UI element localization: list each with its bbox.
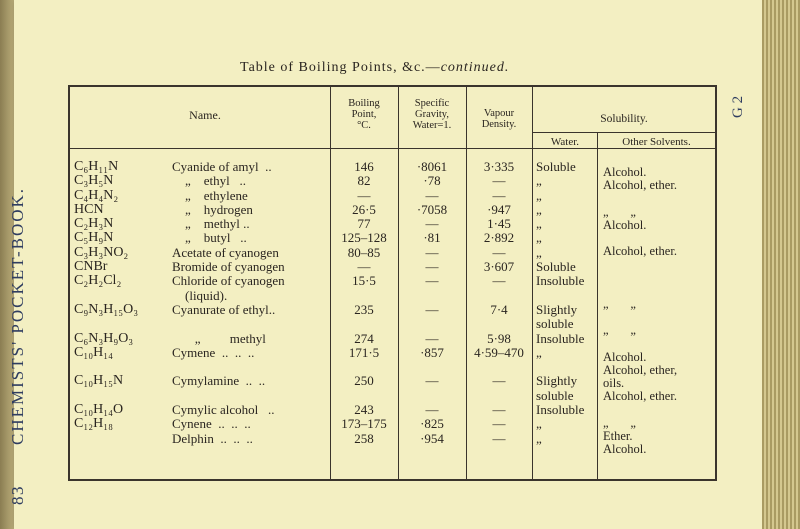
table-cell bbox=[74, 289, 138, 303]
table-cell: „ ethyl .. bbox=[172, 173, 247, 189]
rule-sg-vd bbox=[466, 85, 467, 479]
table-cell: — bbox=[425, 402, 439, 418]
rule-vd-sol bbox=[532, 85, 533, 479]
table-cell: ·81 bbox=[423, 230, 441, 246]
table-cell: C₉N₃H₁₅O₃ bbox=[74, 301, 139, 317]
table-cell: — bbox=[492, 173, 506, 189]
table-cell bbox=[332, 289, 396, 303]
table-cell: 146 bbox=[354, 159, 374, 174]
table-cell: — bbox=[492, 244, 506, 260]
formula-column bbox=[74, 160, 138, 446]
table-cell: C₃H₃NO₂ bbox=[74, 244, 129, 260]
boiling-point-column bbox=[332, 160, 396, 446]
table-title-main: Table of Boiling Points, &c.— bbox=[240, 60, 441, 75]
header-sg-line2: Gravity, bbox=[414, 109, 450, 120]
table-cell: HCN bbox=[74, 201, 104, 217]
header-boiling-point bbox=[332, 98, 396, 131]
table-cell: Cymylic alcohol .. bbox=[172, 402, 275, 418]
table-cell: — bbox=[425, 259, 439, 275]
table-cell: „ bbox=[536, 230, 542, 246]
table-cell: Cyanide of amyl .. bbox=[172, 159, 272, 174]
table-cell: — bbox=[492, 402, 506, 418]
table-cell: Ether. bbox=[603, 428, 633, 443]
table-cell: Soluble bbox=[536, 259, 576, 275]
table-cell: — bbox=[425, 216, 439, 232]
header-vd-line2: Density. bbox=[481, 119, 517, 130]
table-cell: Bromide of cyanogen bbox=[172, 259, 285, 275]
table-cell: Alcohol. bbox=[603, 165, 647, 179]
table-cell: CNBr bbox=[74, 259, 108, 275]
table-cell bbox=[400, 389, 464, 403]
table-cell bbox=[332, 360, 396, 374]
table-cell: C₁₀H₁₄O bbox=[74, 402, 124, 418]
table-cell bbox=[536, 289, 584, 303]
book-title: CHEMISTS' POCKET-BOOK. bbox=[8, 186, 27, 445]
table-cell: ·8061 bbox=[416, 159, 448, 174]
table-cell bbox=[400, 317, 464, 331]
table-cell: 250 bbox=[354, 373, 374, 389]
table-cell bbox=[468, 389, 530, 403]
table-cell: „ bbox=[536, 216, 542, 232]
table-cell: 80–85 bbox=[347, 244, 381, 260]
table-cell: Alcohol. bbox=[603, 217, 647, 232]
table-cell: ·825 bbox=[420, 416, 444, 432]
table-cell bbox=[468, 317, 530, 331]
table-cell: „ bbox=[536, 344, 542, 360]
table-cell: — bbox=[357, 259, 371, 275]
table-cell: 173–175 bbox=[341, 416, 387, 432]
table-cell: — bbox=[425, 244, 439, 260]
table-cell: „ bbox=[536, 173, 542, 189]
header-bp-line2: Point, bbox=[351, 109, 377, 120]
table-cell: — bbox=[492, 416, 506, 432]
table-cell: C₂H₂Cl₂ bbox=[74, 273, 122, 289]
table-cell: Insoluble bbox=[536, 402, 585, 418]
table-cell: 171·5 bbox=[348, 344, 380, 360]
table-cell: C₆N₃H₉O₃ bbox=[74, 330, 134, 346]
table-cell: Chloride of cyanogen bbox=[172, 273, 285, 289]
table-cell: ·857 bbox=[420, 344, 444, 360]
table-cell bbox=[400, 289, 464, 303]
table-cell: „ bbox=[536, 416, 542, 432]
table-cell: oils. bbox=[603, 376, 625, 390]
table-cell: — bbox=[492, 430, 506, 446]
table-cell: C₆H₁₁N bbox=[74, 159, 119, 174]
table-cell bbox=[172, 389, 285, 403]
table-cell: — bbox=[492, 187, 506, 203]
table-cell: (liquid). bbox=[172, 287, 228, 303]
table-cell: Delphin .. .. .. bbox=[172, 430, 253, 446]
rule-solubility-sub bbox=[532, 132, 715, 133]
table-cell: „ hydrogen bbox=[172, 201, 253, 217]
table-cell bbox=[603, 192, 677, 205]
table-cell bbox=[332, 317, 396, 331]
table-cell: „ bbox=[536, 187, 542, 203]
header-bp-line3: °C. bbox=[357, 120, 371, 131]
table-cell: 274 bbox=[354, 330, 374, 346]
table-cell: C₁₂H₁₈ bbox=[74, 416, 113, 432]
table-cell: soluble bbox=[536, 316, 574, 332]
table-cell bbox=[172, 360, 285, 374]
table-cell: Insoluble bbox=[536, 330, 585, 346]
table-cell: 243 bbox=[354, 402, 374, 418]
table-cell: „ methyl .. bbox=[172, 216, 250, 232]
rule-bp-sg bbox=[398, 85, 399, 479]
table-cell: Alcohol, ether. bbox=[603, 244, 677, 259]
vapour-density-column bbox=[468, 160, 530, 446]
table-cell: — bbox=[425, 187, 439, 203]
header-vd-line1: Vapour bbox=[483, 108, 515, 119]
table-cell bbox=[172, 317, 285, 331]
table-cell: C₃H₅N bbox=[74, 173, 114, 189]
header-specific-gravity bbox=[400, 98, 464, 131]
table-cell: ·78 bbox=[423, 173, 441, 189]
table-cell bbox=[603, 272, 677, 285]
table-title bbox=[240, 60, 509, 76]
table-cell bbox=[400, 360, 464, 374]
header-bp-line1: Boiling bbox=[348, 98, 380, 109]
rule-water-other bbox=[597, 132, 598, 479]
table-cell: „ methyl bbox=[172, 330, 266, 346]
table-cell: 235 bbox=[354, 301, 374, 317]
table-cell: „ „ bbox=[603, 415, 636, 430]
header-name: Name. bbox=[189, 108, 221, 122]
table-cell: ·7058 bbox=[416, 201, 448, 217]
rule-name-bp bbox=[330, 85, 331, 479]
header-other-solvents: Other Solvents. bbox=[622, 136, 691, 148]
table-cell: Alcohol, ether, bbox=[603, 362, 678, 377]
table-cell: Alcohol. bbox=[603, 349, 647, 364]
table-cell: C₅H₉N bbox=[74, 230, 114, 246]
header-sg-line3: Water=1. bbox=[412, 120, 452, 131]
table-cell: „ bbox=[536, 201, 542, 217]
table-cell bbox=[603, 403, 677, 416]
table-cell: 7·4 bbox=[490, 301, 508, 317]
table-cell: „ „ bbox=[603, 296, 636, 311]
table-cell: Alcohol, ether. bbox=[603, 389, 677, 404]
table-cell bbox=[603, 258, 677, 271]
table-cell: „ bbox=[536, 430, 542, 446]
water-solubility-column bbox=[536, 160, 584, 446]
header-solubility: Solubility. bbox=[600, 113, 648, 125]
table-cell: 1·45 bbox=[487, 216, 511, 232]
table-cell: „ ethylene bbox=[172, 187, 248, 203]
table-cell: soluble bbox=[536, 387, 574, 403]
header-sg-line1: Specific bbox=[414, 98, 450, 109]
table-cell bbox=[468, 360, 530, 374]
table-cell: 3·607 bbox=[483, 259, 515, 275]
table-cell: 2·892 bbox=[483, 230, 515, 246]
table-cell: — bbox=[425, 301, 439, 317]
table-cell bbox=[74, 432, 138, 446]
table-cell bbox=[74, 389, 138, 403]
rule-header-bottom bbox=[68, 148, 715, 149]
table-cell: 3·335 bbox=[483, 159, 515, 174]
table-cell: C₂H₃N bbox=[74, 216, 114, 232]
table-cell bbox=[603, 285, 677, 298]
page-stack-edge bbox=[762, 0, 800, 529]
table-cell bbox=[332, 389, 396, 403]
table-cell: Slightly bbox=[536, 373, 578, 389]
table-cell: „ butyl .. bbox=[172, 230, 247, 246]
table-cell: — bbox=[425, 330, 439, 346]
name-column bbox=[172, 160, 285, 446]
table-cell: Alcohol, ether. bbox=[603, 178, 677, 193]
table-cell: 125–128 bbox=[341, 230, 387, 246]
table-cell bbox=[74, 360, 138, 374]
table-cell: 82 bbox=[357, 173, 371, 189]
table-cell: Soluble bbox=[536, 159, 576, 174]
table-cell: 5·98 bbox=[487, 330, 511, 346]
table-cell: — bbox=[492, 273, 506, 289]
table-cell: „ „ bbox=[603, 204, 636, 219]
other-solvents-column bbox=[603, 166, 677, 456]
table-cell: C₄H₄N₂ bbox=[74, 187, 119, 203]
specific-gravity-column bbox=[400, 160, 464, 446]
table-cell: Alcohol. bbox=[603, 441, 647, 456]
table-cell: Acetate of cyanogen bbox=[172, 244, 279, 260]
table-cell bbox=[603, 337, 677, 350]
header-vapour-density bbox=[468, 108, 530, 130]
table-cell: 258 bbox=[354, 430, 374, 446]
table-cell: Insoluble bbox=[536, 273, 585, 289]
header-water: Water. bbox=[550, 136, 580, 148]
table-cell: ·947 bbox=[487, 201, 511, 217]
table-cell: 4·59–470 bbox=[474, 344, 524, 360]
table-cell bbox=[74, 317, 138, 331]
table-cell: 26·5 bbox=[352, 201, 376, 217]
table-cell: Cyanurate of ethyl.. bbox=[172, 301, 276, 317]
table-cell: „ bbox=[536, 244, 542, 260]
table-cell: Slightly bbox=[536, 301, 578, 317]
table-title-continued: continued. bbox=[440, 60, 510, 75]
signature-mark: G 2 bbox=[730, 95, 746, 118]
table-cell: Cymene .. .. .. bbox=[172, 344, 255, 360]
table-cell: C₁₀H₁₄ bbox=[74, 344, 113, 360]
table-cell: Cymylamine .. .. bbox=[172, 373, 266, 389]
table-cell: — bbox=[357, 187, 371, 203]
table-cell: „ „ bbox=[603, 323, 636, 338]
table-cell bbox=[536, 360, 584, 374]
table-cell: ·954 bbox=[420, 430, 444, 446]
table-cell: Cynene .. .. .. bbox=[172, 416, 251, 432]
page-number: 83 bbox=[8, 485, 27, 505]
table-cell bbox=[468, 289, 530, 303]
table-cell: — bbox=[425, 373, 439, 389]
table-cell: C₁₀H₁₅N bbox=[74, 373, 124, 389]
table-cell: 15·5 bbox=[352, 273, 376, 289]
table-cell: — bbox=[425, 273, 439, 289]
table-cell: 77 bbox=[357, 216, 371, 232]
table-cell: — bbox=[492, 373, 506, 389]
